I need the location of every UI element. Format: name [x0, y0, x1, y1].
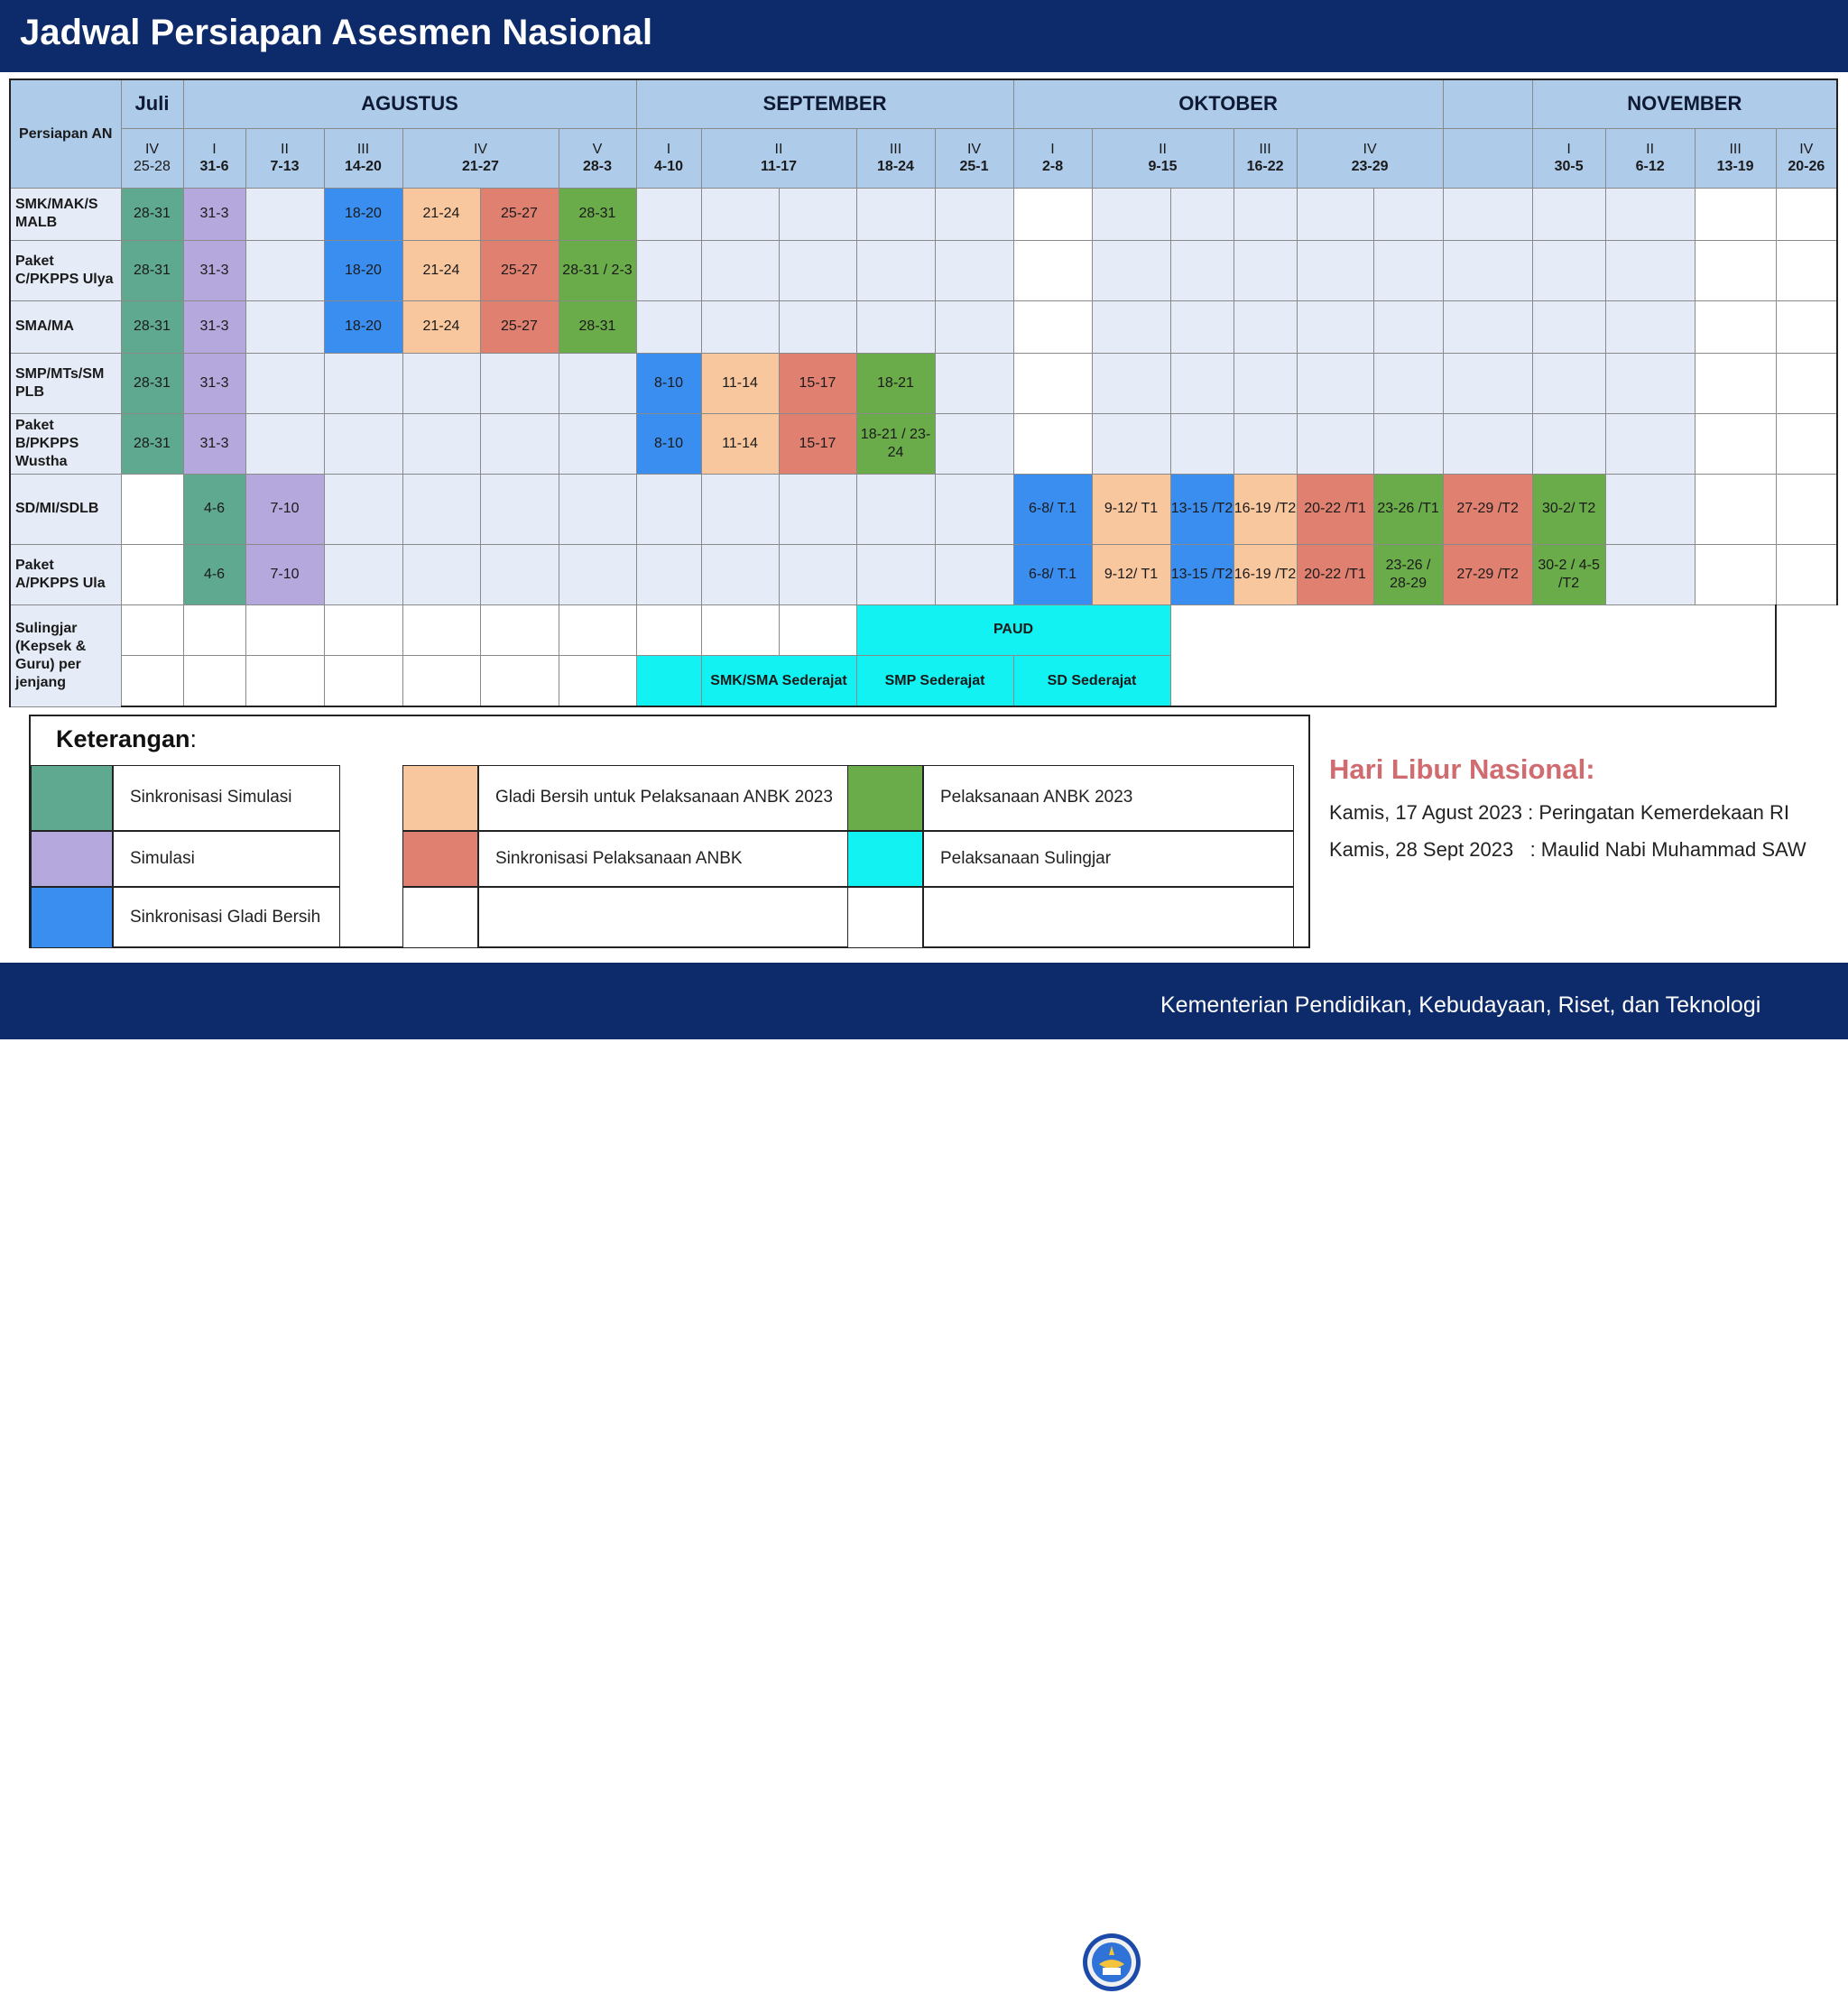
row-label: SMP/MTs/SM PLB: [10, 353, 121, 413]
week-header: [559, 128, 636, 188]
week-dates: 13-19: [1716, 159, 1754, 174]
week-dates: 16-22: [1246, 159, 1284, 174]
legend-label: Sinkronisasi Gladi Bersih: [113, 887, 340, 948]
week-header: [1013, 128, 1092, 188]
week-roman: II: [281, 141, 289, 157]
legend-swatch: [847, 765, 923, 831]
week-roman: III: [1729, 141, 1742, 157]
empty-cell: [121, 544, 183, 604]
schedule-cell: 20-22 /T1: [1297, 474, 1373, 544]
row-label: Paket C/PKPPS Ulya: [10, 240, 121, 300]
empty-cell: [402, 544, 480, 604]
empty-cell: [935, 413, 1013, 474]
month-header: OKTOBER: [1013, 79, 1443, 128]
schedule-cell: 18-20: [324, 188, 402, 240]
schedule-cell: 28-31: [121, 188, 183, 240]
row-label: Paket A/PKPPS Ula: [10, 544, 121, 604]
empty-cell: [701, 240, 779, 300]
schedule-cell: 27-29 /T2: [1443, 474, 1532, 544]
empty-cell: [559, 544, 636, 604]
schedule-cell: 28-31: [121, 300, 183, 353]
schedule-cell: 30-2 / 4-5 /T2: [1532, 544, 1605, 604]
week-header: [324, 128, 402, 188]
week-header: [402, 128, 559, 188]
empty-cell: [779, 544, 856, 604]
week-header: [1532, 128, 1605, 188]
schedule-table: [9, 78, 1838, 707]
empty-cell: [779, 604, 856, 655]
empty-cell: [779, 240, 856, 300]
schedule-cell: 7-10: [245, 474, 324, 544]
empty-cell: [1170, 240, 1234, 300]
empty-cell: [1695, 300, 1776, 353]
week-roman: IV: [473, 141, 488, 157]
empty-cell: [1234, 300, 1297, 353]
sulingjar-cyan-cell: [636, 655, 701, 706]
schedule-cell: 21-24: [402, 300, 480, 353]
legend-swatch: [847, 831, 923, 887]
holiday-item: Kamis, 17 Agust 2023 : Peringatan Kemerdekaan RI: [1329, 801, 1789, 824]
empty-cell: [1776, 353, 1837, 413]
week-roman: I: [1566, 141, 1571, 157]
empty-cell: [121, 474, 183, 544]
week-header: [1234, 128, 1297, 188]
empty-cell: [1695, 474, 1776, 544]
week-dates: 20-26: [1788, 159, 1825, 174]
empty-cell: [1297, 413, 1373, 474]
empty-cell: [402, 655, 480, 706]
empty-cell: [245, 604, 324, 655]
week-roman: II: [1646, 141, 1655, 157]
legend-swatch: [402, 887, 478, 948]
schedule-cell: 20-22 /T1: [1297, 544, 1373, 604]
legend-swatch: [402, 765, 478, 831]
week-header: [245, 128, 324, 188]
schedule-cell: 31-3: [183, 300, 245, 353]
empty-cell: [559, 474, 636, 544]
row-label: SMK/MAK/S MALB: [10, 188, 121, 240]
empty-cell: [935, 353, 1013, 413]
legend-label: Pelaksanaan Sulingjar: [923, 831, 1294, 887]
empty-cell: [1695, 188, 1776, 240]
schedule-cell: 28-31: [559, 188, 636, 240]
empty-cell: [1532, 188, 1605, 240]
holiday-title: Hari Libur Nasional:: [1329, 753, 1595, 785]
schedule-cell: 31-3: [183, 188, 245, 240]
legend-label: Sinkronisasi Pelaksanaan ANBK: [478, 831, 861, 887]
empty-cell: [1695, 413, 1776, 474]
empty-cell: [1605, 353, 1695, 413]
empty-cell: [1013, 413, 1092, 474]
week-dates: 21-27: [462, 159, 499, 174]
schedule-cell: 11-14: [701, 413, 779, 474]
empty-cell: [1092, 240, 1170, 300]
empty-cell: [1605, 474, 1695, 544]
empty-cell: [701, 544, 779, 604]
empty-cell: [1532, 413, 1605, 474]
empty-cell: [1776, 240, 1837, 300]
schedule-cell: 28-31: [121, 240, 183, 300]
empty-cell: [324, 413, 402, 474]
week-header: [1443, 128, 1532, 188]
legend-swatch: [847, 887, 923, 948]
empty-cell: [183, 655, 245, 706]
empty-cell: [636, 300, 701, 353]
schedule-cell: 23-26 / 28-29: [1373, 544, 1443, 604]
empty-cell: [1443, 300, 1532, 353]
schedule-cell: 7-10: [245, 544, 324, 604]
empty-cell: [245, 353, 324, 413]
empty-cell: [1170, 188, 1234, 240]
week-roman: IV: [144, 141, 160, 157]
schedule-cell: 16-19 /T2: [1234, 544, 1297, 604]
week-dates: 18-24: [877, 159, 914, 174]
week-dates: 23-29: [1351, 159, 1389, 174]
week-roman: I: [1050, 141, 1055, 157]
schedule-cell: 28-31: [559, 300, 636, 353]
empty-cell: [1605, 188, 1695, 240]
empty-cell: [559, 655, 636, 706]
week-header: [121, 128, 183, 188]
week-roman: II: [1159, 141, 1167, 157]
empty-cell: [1776, 544, 1837, 604]
schedule-cell: 31-3: [183, 353, 245, 413]
schedule-cell: 21-24: [402, 188, 480, 240]
empty-cell: [701, 474, 779, 544]
empty-cell: [245, 413, 324, 474]
week-roman: I: [212, 141, 217, 157]
legend-label: Gladi Bersih untuk Pelaksanaan ANBK 2023: [478, 765, 861, 831]
empty-cell: [1297, 240, 1373, 300]
empty-cell: [935, 544, 1013, 604]
schedule-cell: 16-19 /T2: [1234, 474, 1297, 544]
empty-cell: [1443, 240, 1532, 300]
header-bar: [0, 0, 1848, 72]
schedule-cell: 30-2/ T2: [1532, 474, 1605, 544]
empty-cell: [1443, 353, 1532, 413]
schedule-cell: 31-3: [183, 240, 245, 300]
empty-cell: [1170, 300, 1234, 353]
empty-cell: [245, 188, 324, 240]
row-label: Sulingjar (Kepsek & Guru) per jenjang: [10, 604, 121, 706]
empty-cell: [1695, 353, 1776, 413]
empty-cell: [636, 188, 701, 240]
schedule-cell: 13-15 /T2: [1170, 544, 1234, 604]
empty-cell: [1532, 300, 1605, 353]
legend-swatch: [31, 765, 113, 831]
empty-cell: [1776, 300, 1837, 353]
legend-panel: [29, 715, 1310, 948]
schedule-cell: 6-8/ T.1: [1013, 474, 1092, 544]
week-dates: 9-15: [1148, 159, 1178, 174]
week-header: [1695, 128, 1776, 188]
empty-cell: [1373, 240, 1443, 300]
empty-cell: [1605, 544, 1695, 604]
schedule-cell: 15-17: [779, 353, 856, 413]
empty-cell: [1092, 353, 1170, 413]
schedule-cell: 13-15 /T2: [1170, 474, 1234, 544]
week-roman: V: [592, 141, 603, 157]
empty-cell: [245, 300, 324, 353]
week-header: [701, 128, 856, 188]
week-dates: 11-17: [760, 159, 798, 174]
empty-cell: [183, 604, 245, 655]
row-label: Paket B/PKPPS Wustha: [10, 413, 121, 474]
empty-cell: [1170, 604, 1776, 655]
week-header: [1297, 128, 1443, 188]
empty-cell: [480, 655, 559, 706]
week-dates: 4-10: [653, 159, 684, 174]
week-header: [935, 128, 1013, 188]
schedule-cell: 21-24: [402, 240, 480, 300]
month-header: Juli: [121, 79, 183, 128]
footer-bar: [0, 963, 1848, 1039]
legend-title: Keterangan:: [56, 725, 198, 752]
schedule-cell: 18-20: [324, 300, 402, 353]
empty-cell: [559, 604, 636, 655]
schedule-cell: 28-31: [121, 413, 183, 474]
empty-cell: [324, 544, 402, 604]
legend-label: Sinkronisasi Simulasi: [113, 765, 340, 831]
schedule-cell: 4-6: [183, 474, 245, 544]
legend-swatch: [402, 831, 478, 887]
empty-cell: [636, 544, 701, 604]
empty-cell: [1170, 413, 1234, 474]
schedule-cell: 25-27: [480, 188, 559, 240]
empty-cell: [856, 474, 935, 544]
empty-cell: [245, 655, 324, 706]
legend-swatch: [31, 887, 113, 948]
empty-cell: [701, 188, 779, 240]
empty-cell: [1373, 300, 1443, 353]
row-label: SD/MI/SDLB: [10, 474, 121, 544]
week-roman: IV: [1799, 141, 1814, 157]
week-dates: 2-8: [1041, 159, 1064, 174]
empty-cell: [1297, 300, 1373, 353]
legend-swatch: [31, 831, 113, 887]
row-label: SMA/MA: [10, 300, 121, 353]
empty-cell: [636, 604, 701, 655]
empty-cell: [1605, 240, 1695, 300]
empty-cell: [1373, 188, 1443, 240]
month-header: SEPTEMBER: [636, 79, 1013, 128]
week-header: [1605, 128, 1695, 188]
empty-cell: [1092, 300, 1170, 353]
empty-cell: [480, 544, 559, 604]
schedule-cell: 9-12/ T1: [1092, 544, 1170, 604]
empty-cell: [701, 300, 779, 353]
sulingjar-smp: SMP Sederajat: [856, 655, 1013, 706]
week-header: [1776, 128, 1837, 188]
week-header: [1092, 128, 1234, 188]
week-dates: 30-5: [1554, 159, 1584, 174]
empty-cell: [1013, 300, 1092, 353]
empty-cell: [324, 474, 402, 544]
empty-cell: [559, 353, 636, 413]
empty-cell: [1776, 474, 1837, 544]
schedule-cell: 6-8/ T.1: [1013, 544, 1092, 604]
corner-header: Persiapan AN: [10, 79, 121, 188]
empty-cell: [480, 474, 559, 544]
week-header: [636, 128, 701, 188]
empty-cell: [1605, 300, 1695, 353]
schedule-cell: 28-31 / 2-3: [559, 240, 636, 300]
empty-cell: [1092, 413, 1170, 474]
empty-cell: [1605, 413, 1695, 474]
week-dates: 14-20: [345, 159, 382, 174]
empty-cell: [402, 353, 480, 413]
empty-cell: [1013, 188, 1092, 240]
empty-cell: [856, 300, 935, 353]
schedule-cell: 8-10: [636, 413, 701, 474]
legend-label: Pelaksanaan ANBK 2023: [923, 765, 1294, 831]
empty-cell: [1234, 413, 1297, 474]
empty-cell: [779, 474, 856, 544]
empty-cell: [1297, 188, 1373, 240]
empty-cell: [1776, 413, 1837, 474]
empty-cell: [1695, 240, 1776, 300]
week-roman: III: [889, 141, 902, 157]
week-header: [856, 128, 935, 188]
schedule-cell: 25-27: [480, 240, 559, 300]
schedule-cell: 4-6: [183, 544, 245, 604]
empty-cell: [121, 655, 183, 706]
week-roman: III: [356, 141, 370, 157]
empty-cell: [245, 240, 324, 300]
empty-cell: [1297, 353, 1373, 413]
empty-cell: [1234, 188, 1297, 240]
schedule-cell: 28-31: [121, 353, 183, 413]
empty-cell: [121, 604, 183, 655]
schedule-cell: 23-26 /T1: [1373, 474, 1443, 544]
empty-cell: [324, 655, 402, 706]
empty-cell: [935, 188, 1013, 240]
month-header: AGUSTUS: [183, 79, 636, 128]
month-header: NOVEMBER: [1532, 79, 1837, 128]
empty-cell: [1443, 188, 1532, 240]
empty-cell: [779, 188, 856, 240]
empty-cell: [779, 300, 856, 353]
schedule-cell: 18-21: [856, 353, 935, 413]
schedule-cell: 9-12/ T1: [1092, 474, 1170, 544]
month-header: [1443, 79, 1532, 128]
empty-cell: [480, 604, 559, 655]
legend-empty-cell: [923, 887, 1294, 948]
empty-cell: [935, 474, 1013, 544]
week-roman: IV: [966, 141, 982, 157]
schedule-cell: 15-17: [779, 413, 856, 474]
empty-cell: [1373, 413, 1443, 474]
empty-cell: [1170, 655, 1776, 706]
empty-cell: [856, 240, 935, 300]
week-header: [183, 128, 245, 188]
empty-cell: [636, 474, 701, 544]
empty-cell: [1532, 240, 1605, 300]
schedule-cell: 18-20: [324, 240, 402, 300]
week-roman: I: [666, 141, 671, 157]
empty-cell: [1443, 413, 1532, 474]
empty-cell: [1234, 353, 1297, 413]
empty-cell: [636, 240, 701, 300]
empty-cell: [402, 474, 480, 544]
empty-cell: [1013, 353, 1092, 413]
empty-cell: [324, 353, 402, 413]
sulingjar-paud: PAUD: [856, 604, 1170, 655]
schedule-cell: 27-29 /T2: [1443, 544, 1532, 604]
empty-cell: [480, 353, 559, 413]
schedule-cell: 25-27: [480, 300, 559, 353]
holiday-item: Kamis, 28 Sept 2023 : Maulid Nabi Muhammad SAW: [1329, 838, 1806, 861]
empty-cell: [1776, 188, 1837, 240]
schedule-cell: 11-14: [701, 353, 779, 413]
legend-label: Simulasi: [113, 831, 340, 887]
empty-cell: [1373, 353, 1443, 413]
schedule-cell: 8-10: [636, 353, 701, 413]
schedule-cell: 18-21 / 23-24: [856, 413, 935, 474]
week-dates: 25-1: [959, 159, 989, 174]
empty-cell: [935, 300, 1013, 353]
week-dates: 25-28: [134, 159, 171, 174]
empty-cell: [1234, 240, 1297, 300]
empty-cell: [1013, 240, 1092, 300]
page-title: Jadwal Persiapan Asesmen Nasional: [20, 13, 653, 52]
week-dates: 31-6: [199, 159, 229, 174]
ministry-name: Kementerian Pendidikan, Kebudayaan, Riset, dan Teknologi: [1160, 992, 1761, 1018]
empty-cell: [935, 240, 1013, 300]
empty-cell: [402, 604, 480, 655]
tut-wuri-handayani-logo-icon: [1081, 1932, 1142, 1993]
empty-cell: [1170, 353, 1234, 413]
week-dates: 7-13: [270, 159, 300, 174]
empty-cell: [559, 413, 636, 474]
empty-cell: [324, 604, 402, 655]
week-roman: IV: [1363, 141, 1377, 157]
empty-cell: [480, 413, 559, 474]
empty-cell: [1092, 188, 1170, 240]
legend-empty-cell: [478, 887, 861, 948]
week-dates: 28-3: [582, 159, 613, 174]
empty-cell: [402, 413, 480, 474]
week-roman: III: [1259, 141, 1271, 157]
week-dates: 6-12: [1635, 159, 1665, 174]
sulingjar-smk-sma: SMK/SMA Sederajat: [701, 655, 856, 706]
empty-cell: [856, 544, 935, 604]
schedule-cell: 31-3: [183, 413, 245, 474]
empty-cell: [701, 604, 779, 655]
empty-cell: [1532, 353, 1605, 413]
week-roman: II: [774, 141, 783, 157]
sulingjar-sd: SD Sederajat: [1013, 655, 1170, 706]
empty-cell: [1695, 544, 1776, 604]
empty-cell: [856, 188, 935, 240]
